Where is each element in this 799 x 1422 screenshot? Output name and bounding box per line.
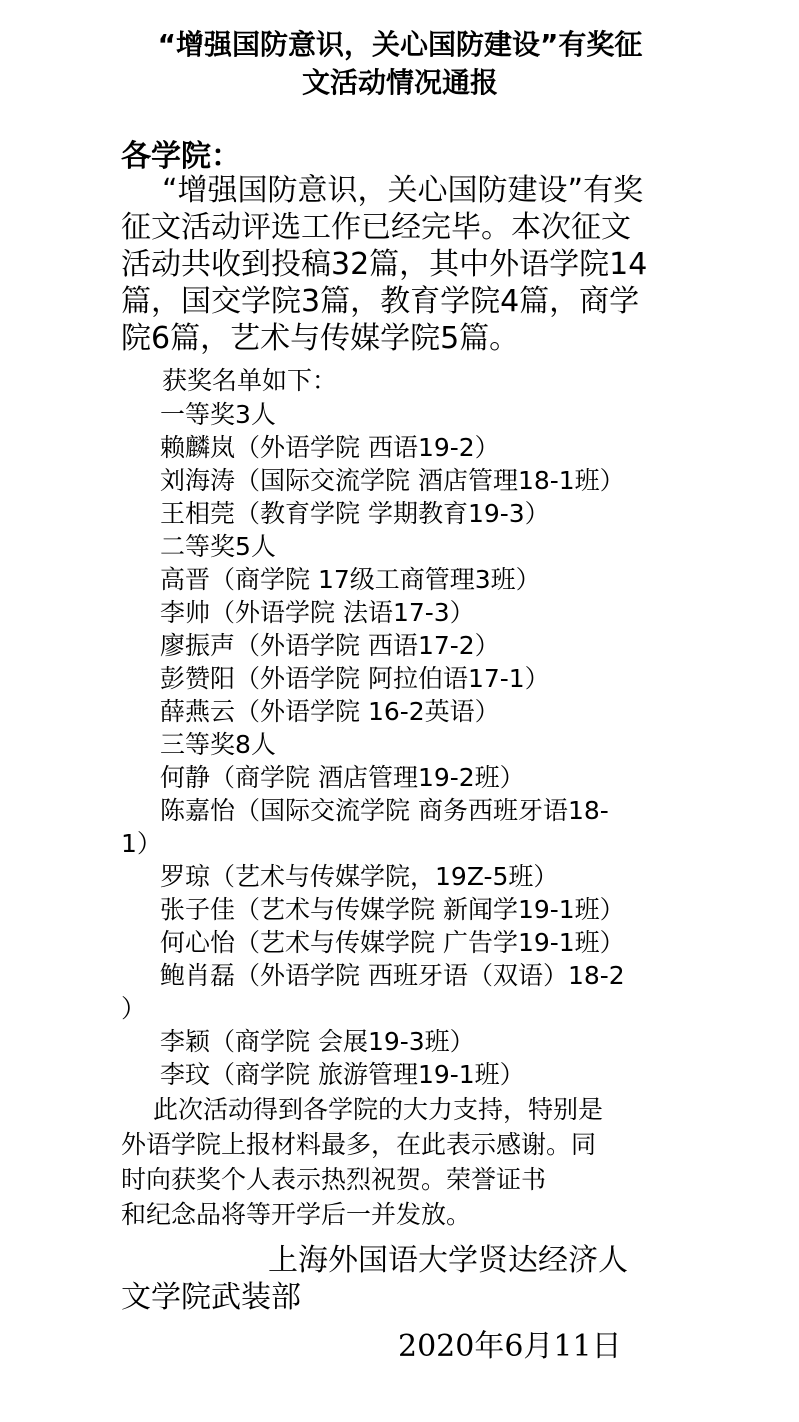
first-prize-item: 刘海涛（国际交流学院 酒店管理18-1班）	[160, 466, 625, 495]
intro-line-2: 征文活动评选工作已经完毕。本次征文	[121, 210, 631, 245]
second-prize-item: 李帅（外语学院 法语17-3）	[160, 598, 475, 627]
first-prize-heading: 一等奖3人	[160, 400, 276, 429]
second-prize-item: 彭赞阳（外语学院 阿拉伯语17-1）	[160, 664, 550, 693]
third-prize-item: 陈嘉怡（国际交流学院 商务西班牙语18-	[160, 796, 609, 825]
intro-line-3: 活动共收到投稿32篇，其中外语学院14	[121, 247, 648, 282]
third-prize-item: 鲍肖磊（外语学院 西班牙语（双语）18-2	[160, 961, 625, 990]
signature-line-1: 上海外国语大学贤达经济人	[268, 1243, 628, 1278]
document-title	[120, 26, 680, 102]
third-prize-item: 李颖（商学院 会展19-3班）	[160, 1027, 475, 1056]
closing-line-2: 外语学院上报材料最多，在此表示感谢。同	[121, 1130, 597, 1159]
third-prize-item: ）	[121, 994, 147, 1023]
third-prize-item: 罗琼（艺术与传媒学院，19Z-5班）	[160, 862, 559, 891]
third-prize-heading: 三等奖8人	[160, 730, 276, 759]
intro-line-4: 篇，国交学院3篇，教育学院4篇，商学	[121, 284, 640, 319]
third-prize-item: 何心怡（艺术与传媒学院 广告学19-1班）	[160, 928, 625, 957]
third-prize-item: 李玟（商学院 旅游管理19-1班）	[160, 1060, 525, 1089]
title-line-2: 文活动情况通报	[301, 66, 498, 99]
second-prize-heading: 二等奖5人	[160, 532, 276, 561]
third-prize-item: 1）	[121, 829, 162, 858]
intro-line-1: “增强国防意识，关心国防建设”有奖	[162, 173, 644, 208]
closing-line-4: 和纪念品将等开学后一并发放。	[121, 1200, 472, 1229]
intro-line-5: 院6篇，艺术与传媒学院5篇。	[121, 321, 520, 356]
closing-line-3: 时向获奖个人表示热烈祝贺。荣誉证书	[121, 1165, 547, 1194]
winners-heading: 获奖名单如下：	[162, 366, 338, 395]
closing-line-1: 此次活动得到各学院的大力支持，特别是	[153, 1095, 604, 1124]
first-prize-item: 王相莞（教育学院 学期教育19-3）	[160, 499, 550, 528]
document-date: 2020年6月11日	[398, 1329, 622, 1364]
second-prize-item: 薛燕云（外语学院 16-2英语）	[160, 697, 500, 726]
title-line-1: “增强国防意识，关心国防建设”有奖征	[157, 28, 643, 61]
third-prize-item: 张子佳（艺术与传媒学院 新闻学19-1班）	[160, 895, 625, 924]
first-prize-item: 赖麟岚（外语学院 西语19-2）	[160, 433, 500, 462]
second-prize-item: 高晋（商学院 17级工商管理3班）	[160, 565, 541, 594]
second-prize-item: 廖振声（外语学院 西语17-2）	[160, 631, 500, 660]
signature-line-2: 文学院武装部	[121, 1280, 301, 1315]
salutation: 各学院：	[121, 139, 241, 174]
third-prize-item: 何静（商学院 酒店管理19-2班）	[160, 763, 525, 792]
